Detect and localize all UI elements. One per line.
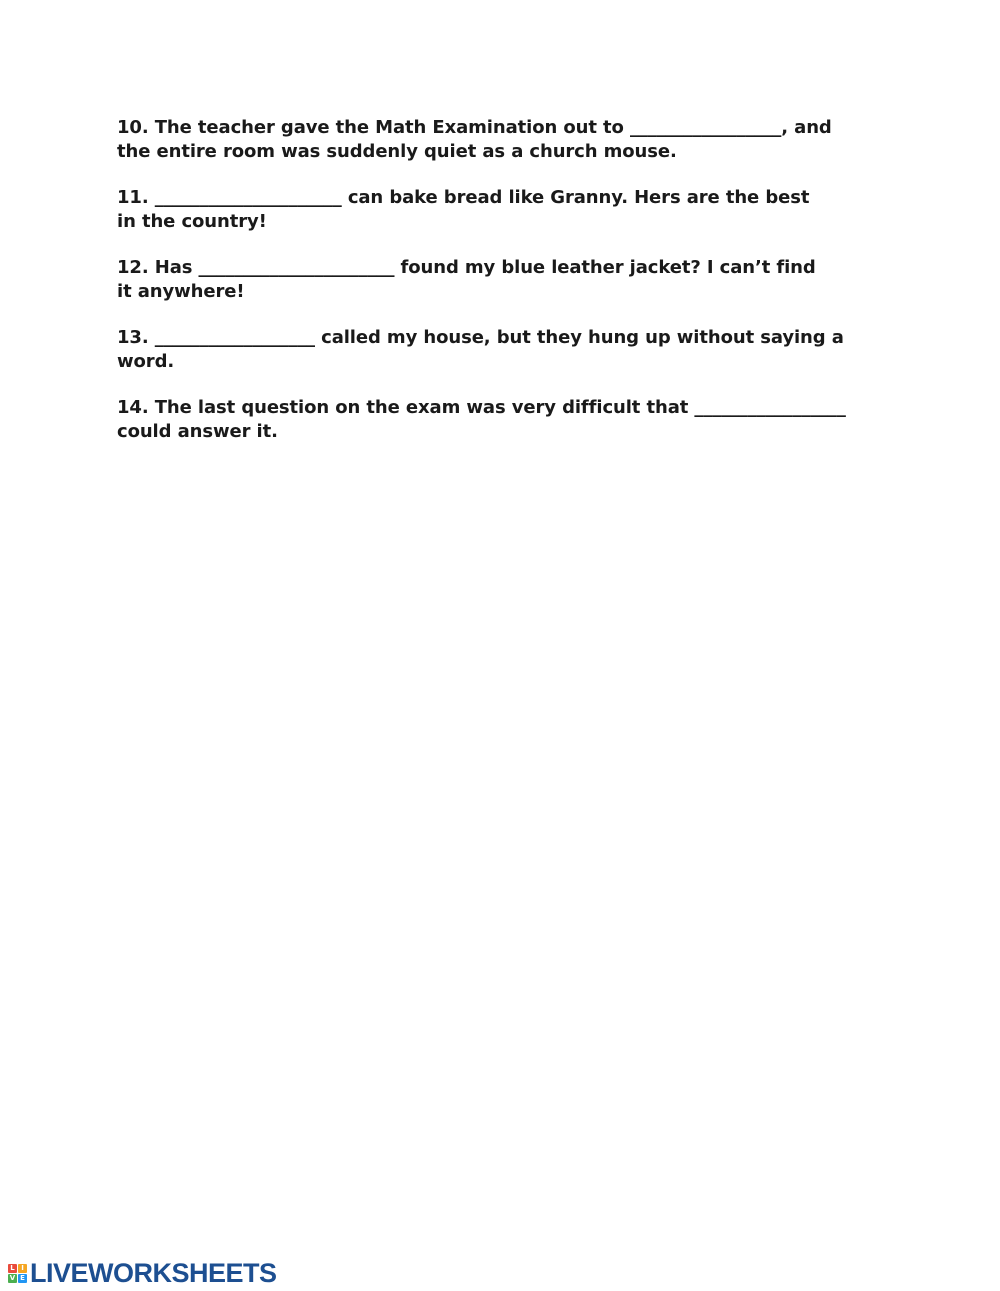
question-line: 12. Has ______________________ found my blue leather jacket? I can’t find — [117, 257, 816, 278]
question-12 — [117, 256, 887, 304]
question-line: 10. The teacher gave the Math Examination out to _________________, and — [117, 117, 832, 138]
logo-blocks-icon — [8, 1264, 27, 1283]
question-11 — [117, 186, 887, 234]
liveworksheets-logo — [8, 1258, 277, 1288]
logo-block-i: I — [18, 1264, 27, 1273]
question-line: could answer it. — [117, 421, 278, 442]
logo-block-l: L — [8, 1264, 17, 1273]
question-line: 14. The last question on the exam was very difficult that _________________ — [117, 397, 846, 418]
logo-block-v: V — [9, 1273, 16, 1282]
question-line: in the country! — [117, 211, 267, 232]
question-line: 11. _____________________ can bake bread like Granny. Hers are the best — [117, 187, 810, 208]
logo-block-e: E — [18, 1274, 27, 1283]
question-line: the entire room was suddenly quiet as a church mouse. — [117, 141, 677, 162]
question-line: it anywhere! — [117, 281, 245, 302]
question-10 — [117, 116, 887, 164]
question-line: 13. __________________ called my house, but they hung up without saying a — [117, 327, 844, 348]
question-line: word. — [117, 351, 175, 372]
logo-text: LIVEWORKSHEETS — [30, 1258, 277, 1288]
question-13 — [117, 326, 887, 374]
worksheet-content — [117, 116, 887, 466]
question-14 — [117, 396, 887, 444]
